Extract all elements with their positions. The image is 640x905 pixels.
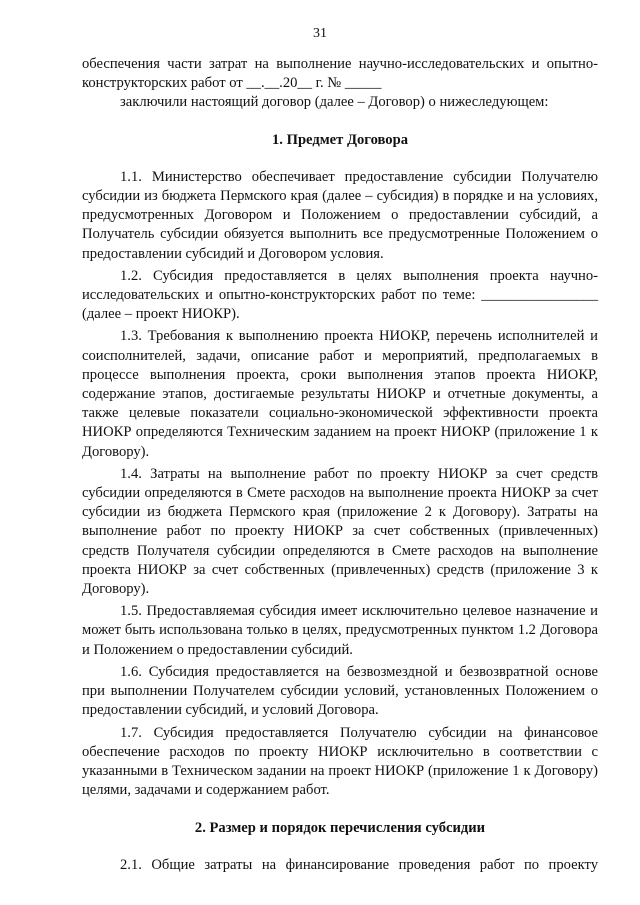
clause-1-7: 1.7. Субсидия предоставляется Получателю субсидии на финансовое обеспечение расходов по проекту НИОКР исключительно в соответствии с указанными в Техническом задании на проект НИОКР (приложение 1 к Договору) целями, задачами и содержанием работ. <box>82 724 598 799</box>
clause-1-6: 1.6. Субсидия предоставляется на безвозмездной и безвозвратной основе при выполнении Получателем субсидии условий, установленных Положением о предоставлении субсидий, и условий Договора. <box>82 663 598 719</box>
intro-conclusion: заключили настоящий договор (далее – Договор) о нижеследующем: <box>120 94 549 111</box>
section-1-heading: 1. Предмет Договора <box>272 131 408 148</box>
page-number: 31 <box>313 26 327 41</box>
clause-1-2: 1.2. Субсидия предоставляется в целях выполнения проекта научно-исследовательских и опытно-конструкторских работ по теме: ________________ (далее – проект НИОКР). <box>82 267 598 323</box>
intro-paragraph: обеспечения части затрат на выполнение научно-исследовательских и опытно-конструкторских работ от __.__.20__ г. № _____ <box>82 56 598 92</box>
clause-1-4: 1.4. Затраты на выполнение работ по проекту НИОКР за счет средств субсидии определяются в Смете расходов на выполнение проекта НИОКР за счет субсидии из бюджета Пермского края (приложение 2 к Договору). Затраты на выполнение работ по проекту НИОКР за счет собственных (привлеченных) средств Получателя субсидии определяются в Смете расходов на выполнение проекта НИОКР за счет собственных (привлеченных) средств (приложение 3 к Договору). <box>82 465 598 598</box>
clause-1-3: 1.3. Требования к выполнению проекта НИОКР, перечень исполнителей и соисполнителей, задачи, описание работ и мероприятий, предполагаемых в процессе выполнения проекта, сроки выполнения этапов проекта НИОКР, содержание этапов, достигаемые результаты НИОКР и отчетные документы, а также целевые показатели социально-экономической эффективности проекта НИОКР определяются Техническим заданием на проект НИОКР (приложение 1 к Договору). <box>82 328 598 460</box>
clause-1-5: 1.5. Предоставляемая субсидия имеет исключительно целевое назначение и может быть использована только в целях, предусмотренных пунктом 1.2 Договора и Положением о предоставлении субсидий. <box>82 603 598 658</box>
clause-1-1: 1.1. Министерство обеспечивает предоставление субсидии Получателю субсидии из бюджета Пермского края (далее – субсидия) в порядке и на условиях, предусмотренных Договором и Положением о предоставлении субсидий, а Получатель субсидии обязуется выполнить все предусмотренные Положением о предоставлении субсидий и Договором условия. <box>82 168 598 262</box>
clause-2-1: 2.1. Общие затраты на финансирование проведения работ по проекту <box>120 856 598 873</box>
document-body <box>82 55 598 875</box>
section-2-heading: 2. Размер и порядок перечисления субсидии <box>194 820 486 837</box>
